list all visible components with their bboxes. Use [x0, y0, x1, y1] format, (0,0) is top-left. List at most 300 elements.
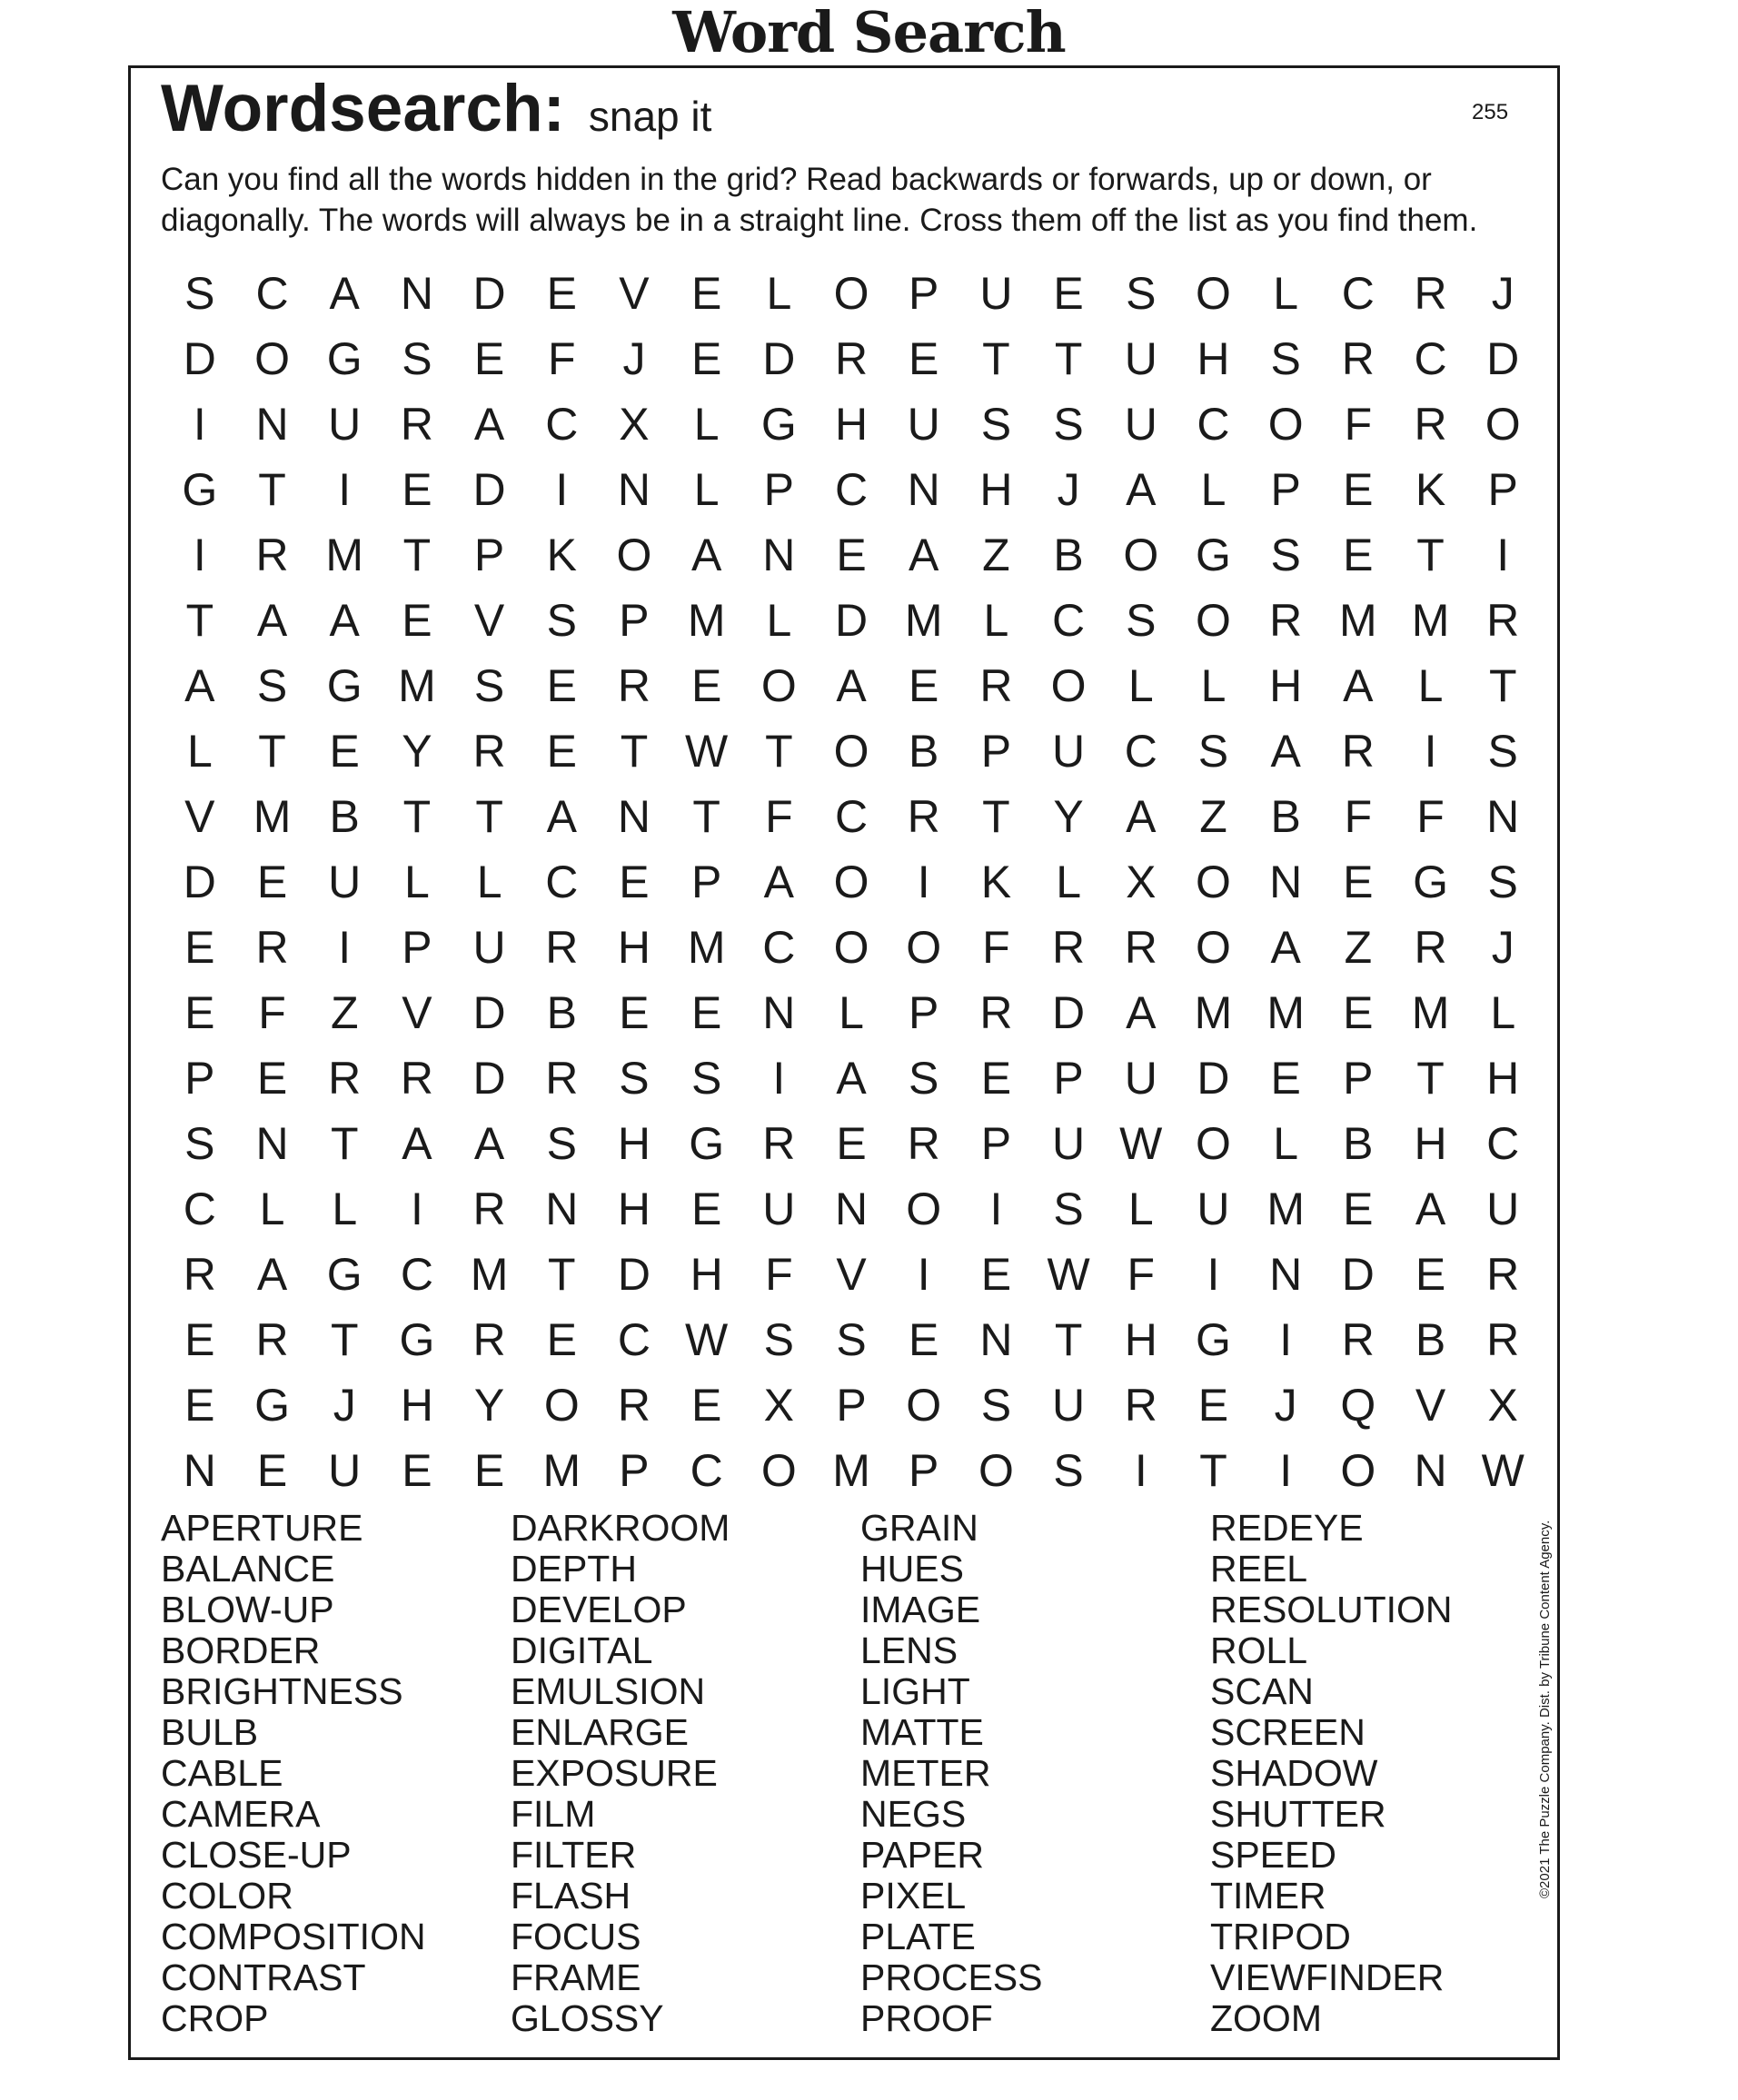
grid-letter[interactable]: L — [839, 987, 864, 1038]
grid-letter[interactable]: O — [1196, 922, 1231, 973]
grid-letter[interactable]: A — [473, 399, 505, 450]
grid-letter[interactable]: H — [617, 1184, 651, 1234]
grid-letter[interactable]: R — [907, 791, 940, 842]
word-list-item[interactable]: CAMERA — [161, 1793, 321, 1835]
grid-letter[interactable]: H — [979, 464, 1013, 515]
grid-letter[interactable]: T — [1488, 660, 1517, 711]
grid-letter[interactable]: I — [338, 922, 352, 973]
grid-letter[interactable]: G — [1196, 530, 1231, 580]
grid-letter[interactable]: A — [402, 1118, 432, 1169]
grid-letter[interactable]: G — [689, 1118, 725, 1169]
grid-letter[interactable]: H — [690, 1249, 723, 1300]
grid-letter[interactable]: G — [326, 333, 362, 384]
grid-letter[interactable]: T — [765, 726, 793, 777]
grid-letter[interactable]: T — [258, 726, 286, 777]
grid-letter[interactable]: I — [193, 399, 206, 450]
grid-letter[interactable]: O — [1196, 857, 1231, 907]
grid-letter[interactable]: H — [1197, 333, 1230, 384]
grid-letter[interactable]: D — [183, 857, 216, 907]
grid-letter[interactable]: B — [1415, 1314, 1446, 1365]
word-list-item[interactable]: CLOSE-UP — [161, 1834, 352, 1876]
grid-letter[interactable]: O — [543, 1380, 580, 1431]
grid-letter[interactable]: S — [980, 399, 1012, 450]
grid-letter[interactable]: I — [410, 1184, 423, 1234]
grid-letter[interactable]: F — [765, 1249, 793, 1300]
grid-letter[interactable]: U — [1486, 1184, 1520, 1234]
grid-letter[interactable]: S — [546, 1118, 577, 1169]
grid-letter[interactable]: A — [1343, 660, 1374, 711]
grid-letter[interactable]: S — [546, 595, 577, 646]
grid-letter[interactable]: A — [329, 595, 360, 646]
grid-letter[interactable]: O — [1123, 530, 1159, 580]
grid-letter[interactable]: L — [1273, 1118, 1299, 1169]
grid-letter[interactable]: U — [979, 268, 1013, 319]
word-list-item[interactable]: BULB — [161, 1711, 259, 1753]
grid-letter[interactable]: T — [1416, 1053, 1445, 1104]
grid-letter[interactable]: W — [685, 1314, 729, 1365]
grid-letter[interactable]: Y — [473, 1380, 505, 1431]
grid-letter[interactable]: P — [402, 922, 432, 973]
grid-letter[interactable]: S — [1126, 595, 1157, 646]
grid-letter[interactable]: I — [1279, 1314, 1293, 1365]
grid-letter[interactable]: R — [255, 1314, 289, 1365]
grid-letter[interactable]: E — [473, 1445, 505, 1496]
grid-letter[interactable]: O — [833, 857, 869, 907]
grid-letter[interactable]: J — [1491, 922, 1515, 973]
grid-letter[interactable]: N — [762, 987, 796, 1038]
grid-letter[interactable]: N — [1269, 1249, 1303, 1300]
word-list-item[interactable]: TRIPOD — [1210, 1916, 1351, 1957]
grid-letter[interactable]: R — [1486, 1249, 1520, 1300]
grid-letter[interactable]: T — [692, 791, 720, 842]
grid-letter[interactable]: E — [909, 1314, 939, 1365]
grid-letter[interactable]: E — [1270, 1053, 1301, 1104]
grid-letter[interactable]: P — [763, 464, 795, 515]
grid-letter[interactable]: S — [184, 1118, 215, 1169]
grid-letter[interactable]: F — [548, 333, 576, 384]
word-list-item[interactable]: ENLARGE — [511, 1711, 689, 1753]
grid-letter[interactable]: K — [546, 530, 577, 580]
grid-letter[interactable]: N — [255, 1118, 289, 1169]
grid-letter[interactable]: O — [1485, 399, 1521, 450]
grid-letter[interactable]: L — [1273, 268, 1299, 319]
grid-letter[interactable]: R — [834, 333, 869, 384]
grid-letter[interactable]: J — [622, 333, 646, 384]
grid-letter[interactable]: O — [1196, 1118, 1231, 1169]
grid-letter[interactable]: S — [836, 1314, 867, 1365]
grid-letter[interactable]: S — [1270, 333, 1301, 384]
grid-letter[interactable]: H — [400, 1380, 433, 1431]
grid-letter[interactable]: E — [909, 660, 939, 711]
grid-letter[interactable]: T — [185, 595, 214, 646]
grid-letter[interactable]: U — [472, 922, 506, 973]
word-list-item[interactable]: CABLE — [161, 1752, 283, 1794]
grid-letter[interactable]: R — [255, 922, 289, 973]
grid-letter[interactable]: P — [184, 1053, 215, 1104]
grid-letter[interactable]: S — [402, 333, 432, 384]
grid-letter[interactable]: M — [1339, 595, 1377, 646]
grid-letter[interactable]: Z — [1199, 791, 1227, 842]
grid-letter[interactable]: R — [1486, 1314, 1520, 1365]
grid-letter[interactable]: C — [617, 1314, 651, 1365]
word-list-item[interactable]: FILM — [511, 1793, 596, 1835]
grid-letter[interactable]: L — [766, 595, 792, 646]
grid-letter[interactable]: S — [980, 1380, 1012, 1431]
grid-letter[interactable]: L — [693, 399, 720, 450]
grid-letter[interactable]: D — [1197, 1053, 1230, 1104]
grid-letter[interactable]: T — [258, 464, 286, 515]
grid-letter[interactable]: S — [1487, 857, 1518, 907]
grid-letter[interactable]: U — [1124, 333, 1157, 384]
grid-letter[interactable]: C — [183, 1184, 216, 1234]
grid-letter[interactable]: C — [545, 399, 579, 450]
grid-letter[interactable]: V — [402, 987, 432, 1038]
grid-letter[interactable]: W — [1119, 1118, 1163, 1169]
grid-letter[interactable]: T — [620, 726, 649, 777]
grid-letter[interactable]: N — [400, 268, 433, 319]
word-list-item[interactable]: CONTRAST — [161, 1956, 366, 1998]
grid-letter[interactable]: O — [906, 1380, 942, 1431]
grid-letter[interactable]: D — [762, 333, 796, 384]
word-list-item[interactable]: DEPTH — [511, 1548, 637, 1590]
grid-letter[interactable]: B — [1270, 791, 1301, 842]
grid-letter[interactable]: A — [1270, 922, 1301, 973]
word-list-item[interactable]: BLOW-UP — [161, 1589, 334, 1630]
grid-letter[interactable]: V — [619, 268, 650, 319]
grid-letter[interactable]: K — [980, 857, 1012, 907]
word-list-item[interactable]: TIMER — [1210, 1875, 1326, 1917]
grid-letter[interactable]: L — [1127, 1184, 1154, 1234]
grid-letter[interactable]: P — [1270, 464, 1301, 515]
grid-letter[interactable]: E — [473, 333, 505, 384]
word-list-item[interactable]: BALANCE — [161, 1548, 335, 1590]
grid-letter[interactable]: A — [1415, 1184, 1446, 1234]
grid-letter[interactable]: E — [690, 1184, 722, 1234]
word-list-item[interactable]: COLOR — [161, 1875, 293, 1917]
grid-letter[interactable]: D — [472, 987, 506, 1038]
grid-letter[interactable]: N — [255, 399, 289, 450]
grid-letter[interactable]: J — [1274, 1380, 1297, 1431]
grid-letter[interactable]: A — [256, 595, 288, 646]
grid-letter[interactable]: D — [472, 464, 506, 515]
grid-letter[interactable]: F — [1416, 791, 1445, 842]
word-list-item[interactable]: ROLL — [1210, 1629, 1308, 1671]
grid-letter[interactable]: A — [763, 857, 795, 907]
grid-letter[interactable]: R — [255, 530, 289, 580]
grid-letter[interactable]: D — [472, 268, 506, 319]
grid-letter[interactable]: M — [1266, 1184, 1305, 1234]
grid-letter[interactable]: I — [917, 1249, 930, 1300]
grid-letter[interactable]: E — [1053, 268, 1084, 319]
grid-letter[interactable]: H — [1414, 1118, 1447, 1169]
word-list-item[interactable]: HUES — [860, 1548, 964, 1590]
grid-letter[interactable]: V — [1415, 1380, 1446, 1431]
grid-letter[interactable]: U — [1052, 1380, 1086, 1431]
grid-letter[interactable]: M — [904, 595, 943, 646]
grid-letter[interactable]: T — [330, 1314, 359, 1365]
grid-letter[interactable]: L — [1490, 987, 1516, 1038]
grid-letter[interactable]: I — [1279, 1445, 1293, 1496]
grid-letter[interactable]: C — [834, 464, 869, 515]
grid-letter[interactable]: D — [1052, 987, 1086, 1038]
grid-letter[interactable]: A — [546, 791, 577, 842]
grid-letter[interactable]: O — [1196, 595, 1231, 646]
word-list-item[interactable]: DARKROOM — [511, 1507, 730, 1549]
word-list-item[interactable]: SHADOW — [1210, 1752, 1378, 1794]
grid-letter[interactable]: W — [1047, 1249, 1090, 1300]
grid-letter[interactable]: E — [1343, 464, 1374, 515]
grid-letter[interactable]: M — [1266, 987, 1305, 1038]
word-list-item[interactable]: EXPOSURE — [511, 1752, 718, 1794]
grid-letter[interactable]: B — [1343, 1118, 1374, 1169]
grid-letter[interactable]: M — [687, 595, 726, 646]
grid-letter[interactable]: V — [836, 1249, 867, 1300]
word-list-item[interactable]: LIGHT — [860, 1670, 970, 1712]
word-list-item[interactable]: PROCESS — [860, 1956, 1043, 1998]
grid-letter[interactable]: Y — [1053, 791, 1084, 842]
grid-letter[interactable]: J — [333, 1380, 356, 1431]
grid-letter[interactable]: S — [473, 660, 505, 711]
grid-letter[interactable]: E — [836, 530, 867, 580]
grid-letter[interactable]: E — [256, 1053, 288, 1104]
grid-letter[interactable]: R — [762, 1118, 796, 1169]
word-list-item[interactable]: REDEYE — [1210, 1507, 1364, 1549]
grid-letter[interactable]: A — [909, 530, 939, 580]
grid-letter[interactable]: T — [1054, 333, 1083, 384]
word-list-item[interactable]: CROP — [161, 1997, 269, 2039]
grid-letter[interactable]: G — [326, 1249, 362, 1300]
grid-letter[interactable]: N — [1269, 857, 1303, 907]
grid-letter[interactable]: C — [1197, 399, 1230, 450]
grid-letter[interactable]: I — [193, 530, 206, 580]
grid-letter[interactable]: E — [980, 1249, 1012, 1300]
grid-letter[interactable]: R — [545, 922, 579, 973]
grid-letter[interactable]: S — [619, 1053, 650, 1104]
grid-letter[interactable]: R — [328, 1053, 362, 1104]
grid-letter[interactable]: N — [1486, 791, 1520, 842]
word-list-item[interactable]: SHUTTER — [1210, 1793, 1386, 1835]
grid-letter[interactable]: I — [1207, 1249, 1220, 1300]
grid-letter[interactable]: N — [183, 1445, 216, 1496]
grid-letter[interactable]: M — [687, 922, 726, 973]
grid-letter[interactable]: H — [834, 399, 869, 450]
grid-letter[interactable]: R — [1124, 922, 1157, 973]
grid-letter[interactable]: S — [1053, 1184, 1084, 1234]
grid-letter[interactable]: T — [330, 1118, 359, 1169]
grid-letter[interactable]: R — [1414, 399, 1447, 450]
grid-letter[interactable]: L — [332, 1184, 358, 1234]
grid-letter[interactable]: R — [1341, 726, 1375, 777]
grid-letter[interactable]: L — [1056, 857, 1081, 907]
grid-letter[interactable]: T — [982, 791, 1010, 842]
grid-letter[interactable]: X — [1487, 1380, 1518, 1431]
grid-letter[interactable]: E — [184, 1314, 215, 1365]
grid-letter[interactable]: P — [619, 595, 650, 646]
grid-letter[interactable]: R — [979, 660, 1013, 711]
grid-letter[interactable]: R — [1341, 333, 1375, 384]
word-list-item[interactable]: APERTURE — [161, 1507, 363, 1549]
grid-letter[interactable]: A — [1126, 791, 1157, 842]
grid-letter[interactable]: G — [182, 464, 218, 515]
grid-letter[interactable]: C — [1124, 726, 1157, 777]
grid-letter[interactable]: I — [1424, 726, 1437, 777]
word-list-item[interactable]: SCREEN — [1210, 1711, 1366, 1753]
grid-letter[interactable]: P — [619, 1445, 650, 1496]
grid-letter[interactable]: O — [1267, 399, 1304, 450]
grid-letter[interactable]: M — [398, 660, 436, 711]
word-list-item[interactable]: PROOF — [860, 1997, 993, 2039]
grid-letter[interactable]: E — [546, 726, 577, 777]
grid-letter[interactable]: U — [1197, 1184, 1230, 1234]
grid-letter[interactable]: H — [617, 922, 651, 973]
grid-letter[interactable]: F — [1344, 791, 1373, 842]
grid-letter[interactable]: D — [183, 333, 216, 384]
grid-letter[interactable]: N — [617, 791, 651, 842]
grid-letter[interactable]: E — [1343, 1184, 1374, 1234]
grid-letter[interactable]: X — [763, 1380, 795, 1431]
grid-letter[interactable]: E — [909, 333, 939, 384]
grid-letter[interactable]: P — [836, 1380, 867, 1431]
grid-letter[interactable]: G — [1413, 857, 1448, 907]
grid-letter[interactable]: O — [906, 922, 942, 973]
word-list-item[interactable]: METER — [860, 1752, 991, 1794]
word-list-item[interactable]: COMPOSITION — [161, 1916, 426, 1957]
grid-letter[interactable]: S — [1270, 530, 1301, 580]
grid-letter[interactable]: T — [982, 333, 1010, 384]
grid-letter[interactable]: S — [1053, 1445, 1084, 1496]
grid-letter[interactable]: U — [1052, 1118, 1086, 1169]
word-list-item[interactable]: BRIGHTNESS — [161, 1670, 403, 1712]
grid-letter[interactable]: P — [690, 857, 722, 907]
grid-letter[interactable]: H — [1486, 1053, 1520, 1104]
grid-letter[interactable]: Q — [1340, 1380, 1376, 1431]
grid-letter[interactable]: A — [690, 530, 722, 580]
word-list-item[interactable]: IMAGE — [860, 1589, 981, 1630]
grid-letter[interactable]: H — [617, 1118, 651, 1169]
grid-letter[interactable]: E — [619, 987, 650, 1038]
grid-letter[interactable]: E — [1343, 857, 1374, 907]
grid-letter[interactable]: P — [909, 268, 939, 319]
grid-letter[interactable]: L — [476, 857, 502, 907]
grid-letter[interactable]: C — [1414, 333, 1447, 384]
grid-letter[interactable]: G — [254, 1380, 290, 1431]
word-list-item[interactable]: VIEWFINDER — [1210, 1956, 1445, 1998]
grid-letter[interactable]: A — [836, 1053, 867, 1104]
grid-letter[interactable]: R — [183, 1249, 216, 1300]
grid-letter[interactable]: I — [917, 857, 930, 907]
word-list-item[interactable]: MATTE — [860, 1711, 984, 1753]
grid-letter[interactable]: Z — [1344, 922, 1373, 973]
grid-letter[interactable]: M — [1411, 987, 1450, 1038]
word-list-item[interactable]: SCAN — [1210, 1670, 1314, 1712]
grid-letter[interactable]: O — [760, 1445, 797, 1496]
grid-letter[interactable]: U — [907, 399, 940, 450]
word-list-item[interactable]: EMULSION — [511, 1670, 706, 1712]
grid-letter[interactable]: O — [833, 726, 869, 777]
grid-letter[interactable]: A — [1270, 726, 1301, 777]
grid-letter[interactable]: K — [1415, 464, 1446, 515]
grid-letter[interactable]: R — [400, 399, 433, 450]
grid-letter[interactable]: B — [909, 726, 939, 777]
grid-letter[interactable]: E — [256, 857, 288, 907]
grid-letter[interactable]: R — [1124, 1380, 1157, 1431]
grid-letter[interactable]: O — [254, 333, 290, 384]
grid-letter[interactable]: E — [836, 1118, 867, 1169]
grid-letter[interactable]: H — [1124, 1314, 1157, 1365]
word-list-item[interactable]: PAPER — [860, 1834, 984, 1876]
grid-letter[interactable]: E — [1197, 1380, 1229, 1431]
grid-letter[interactable]: D — [472, 1053, 506, 1104]
grid-letter[interactable]: E — [184, 1380, 215, 1431]
word-list-item[interactable]: LENS — [860, 1629, 958, 1671]
grid-letter[interactable]: T — [475, 791, 503, 842]
grid-letter[interactable]: O — [978, 1445, 1014, 1496]
grid-letter[interactable]: P — [1053, 1053, 1084, 1104]
grid-letter[interactable]: M — [470, 1249, 509, 1300]
grid-letter[interactable]: I — [555, 464, 569, 515]
word-list-item[interactable]: ZOOM — [1210, 1997, 1322, 2039]
word-list-item[interactable]: DEVELOP — [511, 1589, 687, 1630]
grid-letter[interactable]: Z — [982, 530, 1010, 580]
grid-letter[interactable]: L — [259, 1184, 285, 1234]
grid-letter[interactable]: E — [690, 268, 722, 319]
grid-letter[interactable]: J — [1491, 268, 1515, 319]
grid-letter[interactable]: R — [1414, 268, 1447, 319]
word-list-item[interactable]: GRAIN — [860, 1507, 978, 1549]
grid-letter[interactable]: N — [979, 1314, 1013, 1365]
grid-letter[interactable]: I — [989, 1184, 1003, 1234]
grid-letter[interactable]: J — [1057, 464, 1080, 515]
grid-letter[interactable]: O — [1340, 1445, 1376, 1496]
grid-letter[interactable]: G — [760, 399, 797, 450]
word-list-item[interactable]: RESOLUTION — [1210, 1589, 1453, 1630]
grid-letter[interactable]: I — [772, 1053, 786, 1104]
grid-letter[interactable]: L — [693, 464, 720, 515]
grid-letter[interactable]: U — [762, 1184, 796, 1234]
grid-letter[interactable]: O — [906, 1184, 942, 1234]
word-list-item[interactable]: FILTER — [511, 1834, 637, 1876]
grid-letter[interactable]: L — [1200, 464, 1227, 515]
grid-letter[interactable]: O — [1196, 268, 1231, 319]
grid-letter[interactable]: S — [1053, 399, 1084, 450]
grid-letter[interactable]: F — [765, 791, 793, 842]
grid-letter[interactable]: P — [980, 1118, 1012, 1169]
grid-letter[interactable]: N — [1414, 1445, 1447, 1496]
grid-letter[interactable]: H — [1269, 660, 1303, 711]
grid-letter[interactable]: N — [762, 530, 796, 580]
grid-letter[interactable]: T — [548, 1249, 576, 1300]
grid-letter[interactable]: A — [1126, 987, 1157, 1038]
grid-letter[interactable]: S — [184, 268, 215, 319]
grid-letter[interactable]: N — [834, 1184, 869, 1234]
word-list-item[interactable]: PLATE — [860, 1916, 976, 1957]
grid-letter[interactable]: L — [766, 268, 792, 319]
grid-letter[interactable]: C — [1052, 595, 1086, 646]
grid-letter[interactable]: O — [616, 530, 652, 580]
grid-letter[interactable]: R — [617, 1380, 651, 1431]
grid-letter[interactable]: T — [402, 530, 432, 580]
word-list-item[interactable]: DIGITAL — [511, 1629, 653, 1671]
grid-letter[interactable]: L — [1127, 660, 1154, 711]
grid-letter[interactable]: O — [833, 268, 869, 319]
grid-letter[interactable]: A — [184, 660, 215, 711]
grid-letter[interactable]: X — [619, 399, 650, 450]
grid-letter[interactable]: S — [1126, 268, 1157, 319]
grid-letter[interactable]: E — [690, 333, 722, 384]
word-list-item[interactable]: FOCUS — [511, 1916, 641, 1957]
grid-letter[interactable]: E — [402, 464, 432, 515]
grid-letter[interactable]: U — [1052, 726, 1086, 777]
